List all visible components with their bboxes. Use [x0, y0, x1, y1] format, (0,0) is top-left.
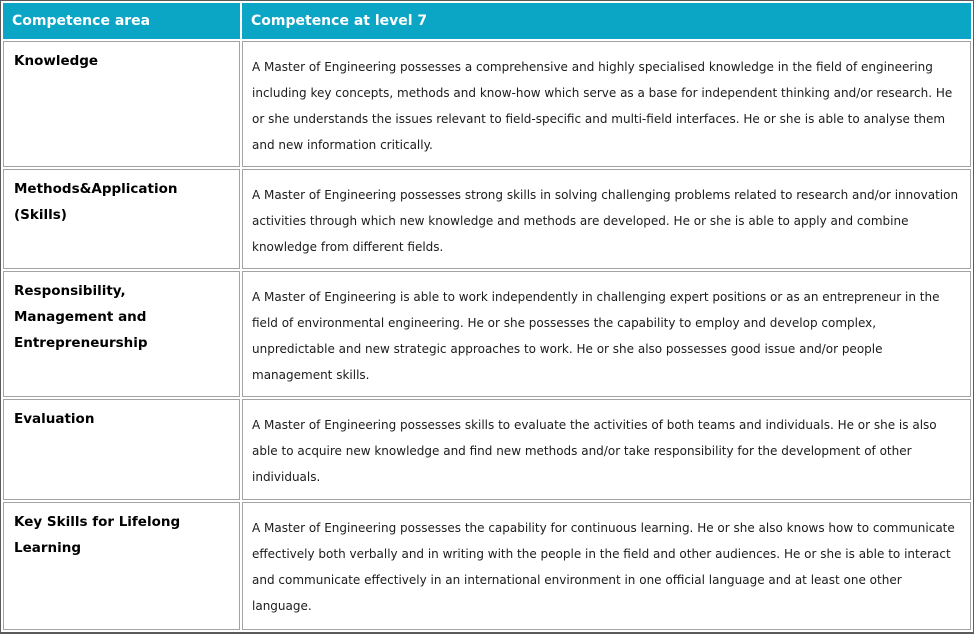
competence-description-cell: A Master of Engineering possesses a comprehensive and highly specialised knowledge in the field of engineering including key concepts, methods and know-how which serve as a base for independent thinking and/or research. He or she understands the issues relevant to field-specific and multi-field interfaces. He or she is able to analyse them and new information critically. [242, 41, 971, 167]
table-row [3, 502, 971, 630]
table-row [3, 169, 971, 269]
table-row [3, 399, 971, 500]
table-body [3, 41, 971, 630]
competence-description-cell: A Master of Engineering possesses skills to evaluate the activities of both teams and individuals. He or she is also able to acquire new knowledge and find new methods and/or take responsibility for the development of other individuals. [242, 399, 971, 500]
competence-description-cell: A Master of Engineering possesses strong skills in solving challenging problems related to research and/or innovation activities through which new knowledge and methods are developed. He or she is able to apply and combine knowledge from different fields. [242, 169, 971, 269]
competence-area-cell: Key Skills for Lifelong Learning [3, 502, 240, 630]
competence-area-cell: Evaluation [3, 399, 240, 500]
column-header-competence-area: Competence area [3, 3, 240, 39]
competence-description-cell: A Master of Engineering is able to work independently in challenging expert positions or as an entrepreneur in the field of environmental engineering. He or she possesses the capability to employ and develop complex, unpredictable and new strategic approaches to work. He or she also possesses good issue and/or people management skills. [242, 271, 971, 397]
competence-description-cell: A Master of Engineering possesses the capability for continuous learning. He or she also knows how to communicate effectively both verbally and in writing with the people in the field and other audiences. He or she is able to interact and communicate effectively in an international environment in one official language and at least one other language. [242, 502, 971, 630]
competence-table [1, 1, 973, 632]
table-header [3, 3, 971, 39]
column-header-competence-level: Competence at level 7 [242, 3, 971, 39]
table-row [3, 271, 971, 397]
competence-area-cell: Knowledge [3, 41, 240, 167]
competence-area-cell: Responsibility, Management and Entrepreneurship [3, 271, 240, 397]
table-row [3, 41, 971, 167]
competence-area-cell: Methods&Application (Skills) [3, 169, 240, 269]
header-row [3, 3, 971, 39]
